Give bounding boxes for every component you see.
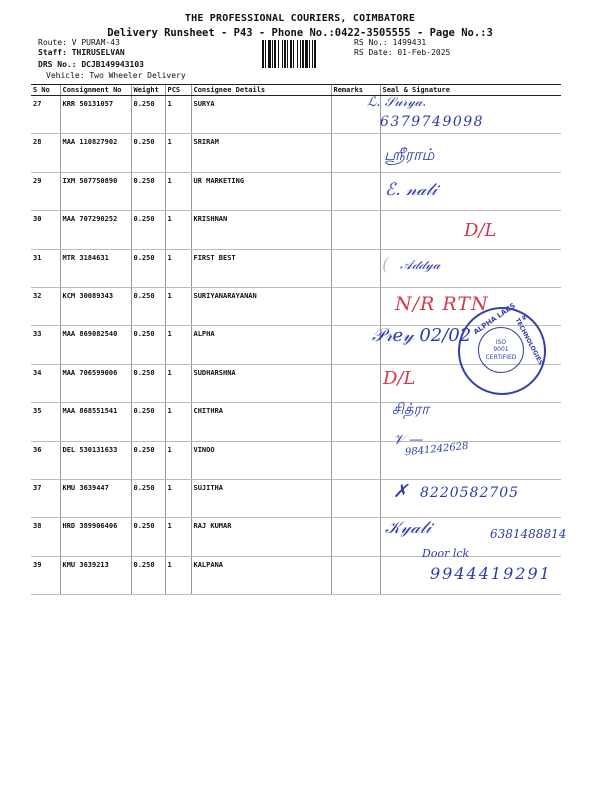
cell-sno: 36 (31, 441, 60, 479)
cell-consignment: MAA 707290252 (60, 211, 131, 249)
signature-28: ஸ்ரீராம் (384, 145, 435, 164)
cell-weight: 0.250 (131, 326, 165, 364)
table-row (31, 172, 561, 210)
runsheet-title: Delivery Runsheet - P43 - Phone No.:0422-3505555 - Page No.:3 (107, 27, 493, 39)
rs-date-label: RS Date: 01-Feb-2025 (354, 48, 451, 57)
cell-sno: 31 (31, 249, 60, 287)
rs-no-label: RS No.: 1499431 (354, 38, 427, 47)
signature-29: ℰ. 𝓃𝒶𝓁𝒾 (385, 180, 438, 200)
signature-36: 𝒱 — (393, 432, 424, 448)
cell-sno: 32 (31, 287, 60, 325)
col-pcs: PCS (165, 85, 191, 96)
cell-weight: 0.250 (131, 403, 165, 441)
phone-39: 9944419291 (430, 564, 552, 583)
cell-pcs: 1 (165, 364, 191, 402)
cell-pcs: 1 (165, 518, 191, 556)
seal-center-line-1: ISO (495, 339, 507, 347)
cell-weight: 0.250 (131, 96, 165, 134)
signature-37: ✗ (393, 481, 409, 502)
cell-weight: 0.250 (131, 211, 165, 249)
cell-pcs: 1 (165, 403, 191, 441)
drs-label: DRS No.: DCJB149943103 (38, 60, 144, 69)
cell-sno: 35 (31, 403, 60, 441)
cell-consignment: MAA 110827902 (60, 134, 131, 172)
cell-pcs: 1 (165, 249, 191, 287)
cell-remarks (331, 172, 380, 210)
table-row (31, 441, 561, 479)
seal-center-line-2: 9001 (493, 346, 509, 354)
col-signature: Seal & Signature (380, 85, 561, 96)
cell-consignee: KALPANA (191, 556, 331, 594)
col-remarks: Remarks (331, 85, 380, 96)
vehicle-label: Vehicle: Two Wheeler Delivery (46, 71, 186, 80)
cell-remarks (331, 134, 380, 172)
cell-consignment: MAA 706599006 (60, 364, 131, 402)
company-title: THE PROFESSIONAL COURIERS, COIMBATORE (184, 13, 416, 24)
cell-consignment: KMU 3639447 (60, 479, 131, 517)
cell-weight: 0.250 (131, 441, 165, 479)
table-row (31, 518, 561, 556)
remark-dl-34: D/L (383, 368, 416, 389)
remark-dl-30: D/L (464, 220, 497, 241)
cell-pcs: 1 (165, 479, 191, 517)
cell-consignee: CHITHRA (191, 403, 331, 441)
cell-sno: 29 (31, 172, 60, 210)
cell-pcs: 1 (165, 172, 191, 210)
cell-consignment: KCM 30089343 (60, 287, 131, 325)
cell-consignment: MAA 869082540 (60, 326, 131, 364)
col-sno: S No (31, 85, 60, 96)
col-consignment: Consignment No (60, 85, 131, 96)
signature-35: சித்ரா (392, 400, 430, 418)
cell-weight: 0.250 (131, 249, 165, 287)
staff-label: Staff: THIRUSELVAN (38, 48, 125, 57)
cell-pcs: 1 (165, 211, 191, 249)
cell-sno: 33 (31, 326, 60, 364)
phone-37: 8220582705 (420, 485, 520, 501)
barcode (262, 40, 342, 68)
table-row (31, 249, 561, 287)
cell-remarks (331, 441, 380, 479)
phone-27: 6379749098 (380, 114, 485, 130)
cell-consignee: UR MARKETING (191, 172, 331, 210)
cell-pcs: 1 (165, 134, 191, 172)
cell-weight: 0.250 (131, 518, 165, 556)
cell-remarks (331, 249, 380, 287)
cell-consignee: SUJITHA (191, 479, 331, 517)
cell-weight: 0.250 (131, 134, 165, 172)
cell-consignment: MTR 3184631 (60, 249, 131, 287)
cell-consignee: VINOO (191, 441, 331, 479)
cell-sno: 27 (31, 96, 60, 134)
company-seal-stamp: ALPHA LABS & TECHNOLOGIES ISO 9001 CERTIFIED (458, 307, 546, 395)
cell-consignee: SUDHARSHNA (191, 364, 331, 402)
seal-center (478, 327, 524, 373)
cell-consignment: IXM 507750890 (60, 172, 131, 210)
cell-consignment: KMU 3639213 (60, 556, 131, 594)
cell-pcs: 1 (165, 556, 191, 594)
table-row (31, 134, 561, 172)
cell-pcs: 1 (165, 287, 191, 325)
cell-consignment: HRD 389906406 (60, 518, 131, 556)
cell-weight: 0.250 (131, 364, 165, 402)
cell-consignee: SRIRAM (191, 134, 331, 172)
signature-33: 𝒫𝓇𝑒𝓎 02/02 (372, 325, 472, 346)
cell-sno: 38 (31, 518, 60, 556)
signature-38: 𝒦𝓎𝒶𝓁𝒾 (385, 518, 432, 538)
remark-nr-rtn-33: N/R RTN (395, 293, 489, 315)
cell-consignee: ALPHA (191, 326, 331, 364)
cell-consignment: DEL 530131633 (60, 441, 131, 479)
cell-pcs: 1 (165, 441, 191, 479)
cell-consignee: SURIYANARAYANAN (191, 287, 331, 325)
cell-remarks (331, 518, 380, 556)
cell-weight: 0.250 (131, 556, 165, 594)
seal-center-line-3: CERTIFIED (485, 353, 517, 361)
cell-consignee: RAJ KUMAR (191, 518, 331, 556)
col-consignee: Consignee Details (191, 85, 331, 96)
cell-consignment: MAA 868551541 (60, 403, 131, 441)
signature-31-faint: ( (382, 254, 390, 275)
phone-38: 6381488814 (490, 527, 567, 541)
cell-remarks (331, 287, 380, 325)
cell-sno: 34 (31, 364, 60, 402)
cell-sno: 39 (31, 556, 60, 594)
cell-consignee: SURYA (191, 96, 331, 134)
cell-sno: 37 (31, 479, 60, 517)
signature-27: ℒ. 𝒮𝓊𝓇𝓎𝒶. (367, 95, 427, 110)
route-label: Route: V PURAM-43 (38, 38, 120, 47)
cell-pcs: 1 (165, 326, 191, 364)
cell-weight: 0.250 (131, 479, 165, 517)
cell-sno: 28 (31, 134, 60, 172)
cell-consignee: FIRST BEST (191, 249, 331, 287)
cell-remarks (331, 364, 380, 402)
phone-36: 9841242628 (404, 440, 470, 459)
table-row (31, 403, 561, 441)
cell-remarks (331, 556, 380, 594)
cell-weight: 0.250 (131, 172, 165, 210)
cell-sno: 30 (31, 211, 60, 249)
signature-31: 𝒜𝒹𝒹𝓎𝒶 (400, 258, 441, 273)
cell-remarks (331, 403, 380, 441)
cell-consignment: KRR 50131057 (60, 96, 131, 134)
cell-weight: 0.250 (131, 287, 165, 325)
cell-consignee: KRISHNAN (191, 211, 331, 249)
table-header-row (31, 85, 561, 96)
cell-pcs: 1 (165, 96, 191, 134)
note-door-lock-39: Door lck (422, 547, 470, 560)
col-weight: Weight (131, 85, 165, 96)
cell-remarks (331, 211, 380, 249)
cell-remarks (331, 479, 380, 517)
